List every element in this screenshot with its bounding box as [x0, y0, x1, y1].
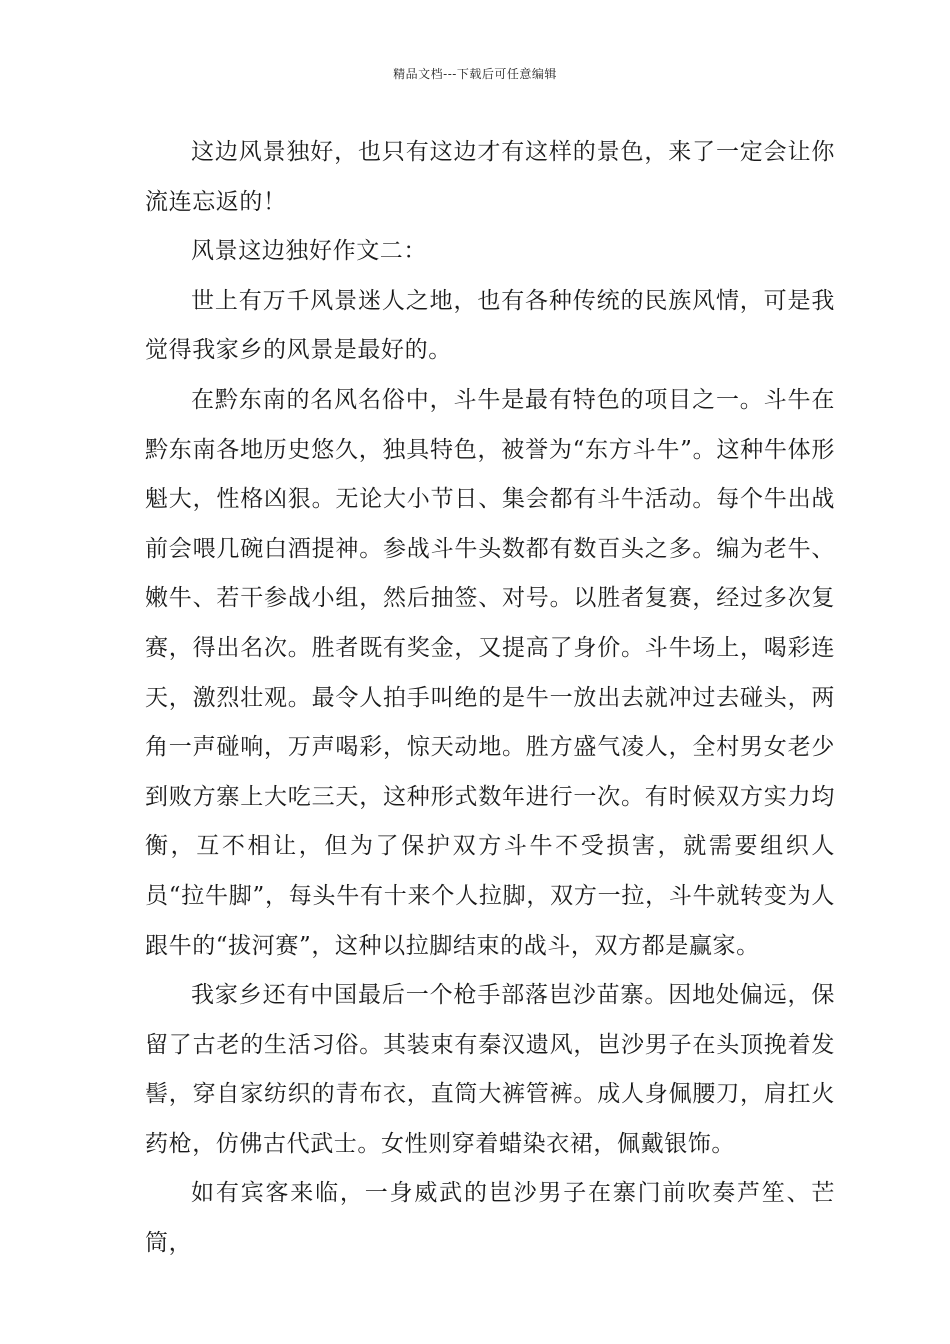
paragraph-scenery-ending: 这边风景独好，也只有这边才有这样的景色，来了一定会让你流连忘返的！ — [145, 139, 835, 215]
section-heading: 风景这边独好作文二： — [191, 238, 427, 265]
paragraph-guests: 如有宾客来临，一身威武的岜沙男子在寨门前吹奏芦笙、芒筒， — [145, 1180, 835, 1257]
paragraph-intro: 世上有万千风景迷人之地，也有各种传统的民族风情，可是我觉得我家乡的风景是最好的。 — [145, 287, 835, 364]
page-header: 精品文档---下载后可任意编辑 — [393, 67, 557, 81]
paragraph-basha-village: 我家乡还有中国最后一个枪手部落岜沙苗寨。因地处偏远，保留了古老的生活习俗。其装束有秦汉遗风，岜沙男子在头顶挽着发髻，穿自家纺织的青布衣，直筒大裤管裤。成人身佩腰刀，肩扛火药枪，仿佛古代武士。女性则穿着蜡染衣裙，佩戴银饰。 — [145, 982, 835, 1157]
document-body — [145, 128, 835, 1269]
paragraph-bullfighting: 在黔东南的名风名俗中，斗牛是最有特色的项目之一。斗牛在黔东南各地历史悠久，独具特色，被誉为“东方斗牛”。这种牛体形魁大，性格凶狠。无论大小节日、集会都有斗牛活动。每个牛出战前会喂几碗白酒提神。参战斗牛头数都有数百头之多。编为老牛、嫩牛、若干参战小组，然后抽签、对号。以胜者复赛，经过多次复赛，得出名次。胜者既有奖金，又提高了身价。斗牛场上，喝彩连天，激烈壮观。最令人拍手叫绝的是牛一放出去就冲过去碰头，两角一声碰响，万声喝彩，惊天动地。胜方盛气凌人，全村男女老少到败方寨上大吃三天，这种形式数年进行一次。有时候双方实力均衡，互不相让，但为了保护双方斗牛不受损害，就需要组织人员“拉牛脚”，每头牛有十来个人拉脚，双方一拉，斗牛就转变为人跟牛的“拔河赛”，这种以拉脚结束的战斗，双方都是赢家。 — [145, 386, 835, 959]
